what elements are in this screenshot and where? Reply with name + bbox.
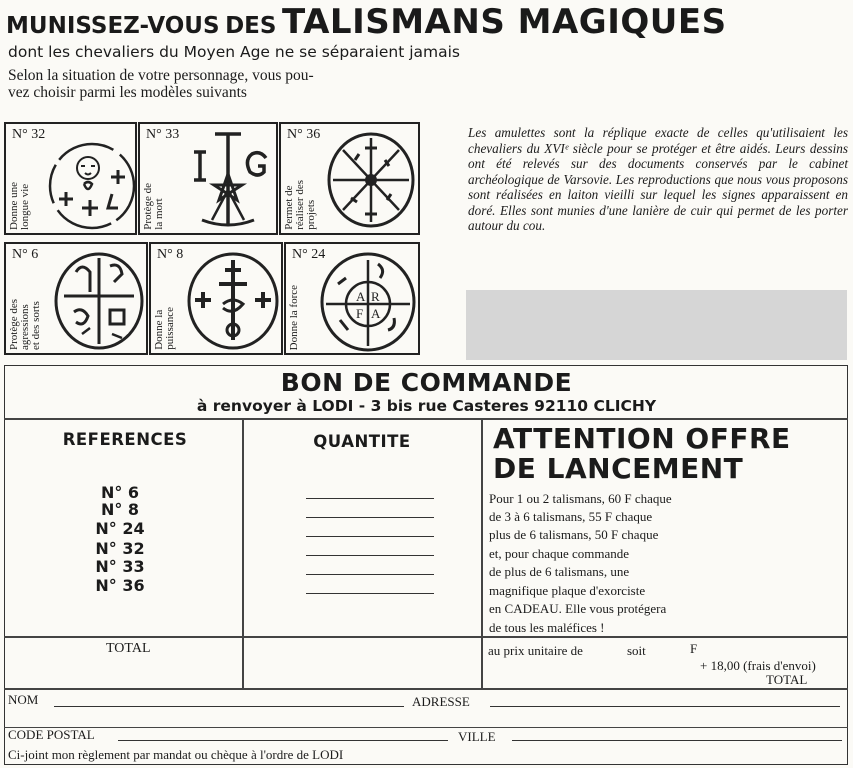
talisman-number: N° 36: [287, 127, 321, 142]
amulet-protection-icon: [52, 250, 146, 352]
talisman-description: Permet de réaliser des projets: [283, 180, 317, 230]
talisman-number: N° 32: [12, 127, 46, 142]
reference-item: N° 36: [95, 576, 145, 595]
talisman-number: N° 33: [146, 127, 180, 142]
divider: [242, 418, 244, 688]
talisman-number: N° 6: [12, 247, 39, 262]
headline-main: TALISMANS MAGIQUES: [282, 2, 727, 42]
divider: [4, 727, 848, 728]
talisman-description: Protège de la mort: [142, 183, 165, 230]
talisman-card-8[interactable]: [149, 242, 283, 355]
offer-text-line: de 3 à 6 talismans, 55 F chaque: [489, 509, 653, 524]
currency-label: F: [690, 641, 698, 656]
talisman-card-33[interactable]: [138, 122, 278, 235]
offer-text-line: et, pour chaque commande: [489, 546, 630, 561]
payment-note: Ci-joint mon règlement par mandat ou chèque à l'ordre de LODI: [8, 747, 344, 762]
intro-line: Selon la situation de votre personnage, vous pou-: [8, 67, 314, 84]
code-postal-field[interactable]: [118, 740, 448, 741]
offer-title-line: ATTENTION OFFRE: [493, 422, 791, 455]
adresse-field[interactable]: [490, 706, 840, 707]
svg-text:A: A: [356, 289, 366, 304]
svg-text:F: F: [356, 306, 364, 321]
talisman-card-36[interactable]: [279, 122, 420, 235]
quantity-input-line[interactable]: [306, 574, 434, 575]
offer-title-line: DE LANCEMENT: [493, 452, 744, 485]
code-postal-label: CODE POSTAL: [8, 727, 95, 742]
offer-text-line: en CADEAU. Elle vous protégera: [489, 601, 667, 616]
ville-label: VILLE: [458, 729, 496, 744]
quantity-input-line[interactable]: [306, 536, 434, 537]
nom-field[interactable]: [54, 706, 404, 707]
divider: [4, 636, 848, 638]
offer-text-line: plus de 6 talismans, 50 F chaque: [489, 527, 659, 542]
reference-item: N° 33: [95, 557, 145, 576]
offer-text-line: magnifique plaque d'exorciste: [489, 583, 646, 598]
quantity-input-line[interactable]: [306, 498, 434, 499]
quantity-input-line[interactable]: [306, 555, 434, 556]
talisman-description: Protège des agressions et des sorts: [8, 298, 42, 350]
divider: [4, 418, 848, 420]
reference-item: N° 24: [95, 519, 145, 538]
reference-item: N° 8: [100, 500, 140, 519]
talisman-card-24[interactable]: [284, 242, 420, 355]
references-header: REFERENCES: [62, 430, 188, 449]
ville-field[interactable]: [512, 740, 842, 741]
gray-panel: [466, 290, 847, 360]
order-form-address: à renvoyer à LODI - 3 bis rue Casteres 92110 CLICHY: [196, 397, 657, 415]
intro-text: [8, 67, 398, 101]
amulet-star-rays-icon: [325, 130, 417, 232]
talisman-description: Donne une longue vie: [8, 182, 31, 230]
amulet-force-letters-icon: [318, 250, 418, 354]
offer-text-line: Pour 1 ou 2 talismans, 60 F chaque: [489, 491, 672, 506]
talisman-card-6[interactable]: [4, 242, 148, 355]
talisman-description: Donne la force: [288, 284, 300, 350]
divider: [4, 688, 848, 690]
reference-item: N° 6: [100, 483, 140, 502]
svg-text:A: A: [371, 306, 381, 321]
headline-part-1: MUNISSEZ-VOUS: [6, 13, 220, 39]
amulet-power-cross-icon: [185, 250, 281, 352]
order-form-title: BON DE COMMANDE: [280, 368, 573, 397]
quantity-input-line[interactable]: [306, 593, 434, 594]
total-right-label: TOTAL: [766, 672, 808, 687]
talisman-card-32[interactable]: [4, 122, 137, 235]
offer-title: [493, 424, 791, 484]
headline-part-2: DES: [225, 13, 277, 39]
reference-item: N° 32: [95, 539, 145, 558]
quantity-input-line[interactable]: [306, 517, 434, 518]
quantity-header: QUANTITE: [313, 432, 411, 451]
headline: [6, 2, 727, 42]
unit-price-label: au prix unitaire de: [488, 643, 583, 658]
talisman-description: Donne la puissance: [153, 307, 176, 350]
nom-label: NOM: [8, 692, 39, 707]
talisman-number: N° 8: [157, 247, 184, 262]
adresse-label: ADRESSE: [412, 694, 470, 709]
offer-text-line: de plus de 6 talismans, une: [489, 564, 630, 579]
svg-text:R: R: [371, 289, 380, 304]
amulet-description: Les amulettes sont la réplique exacte de celles qu'utilisaient les chevaliers du XVIᵉ siècle pour se protéger et être aidés. Leurs dessins ont été relevés sur des documents conservés par le cabinet archéologique de Varsovie. Les reproductions que nous vous proposons sont réalisées en laiton vieilli sur lequel les signes apparaissent en doré. Elles sont munies d'une lanière de cuir qui permet de les porter autour du cou.: [468, 125, 848, 233]
talisman-number: N° 24: [292, 247, 326, 262]
divider: [481, 418, 483, 688]
offer-text-line: de tous les maléfices !: [489, 620, 605, 635]
amulet-cross-star-icon: [180, 130, 276, 232]
total-label: TOTAL: [106, 641, 151, 656]
soit-label: soit: [627, 643, 646, 658]
amulet-face-icon: [48, 140, 136, 232]
shipping-label: + 18,00 (frais d'envoi): [700, 658, 816, 673]
intro-line: vez choisir parmi les modèles suivants: [8, 84, 247, 101]
subtitle: dont les chevaliers du Moyen Age ne se séparaient jamais: [8, 43, 460, 61]
